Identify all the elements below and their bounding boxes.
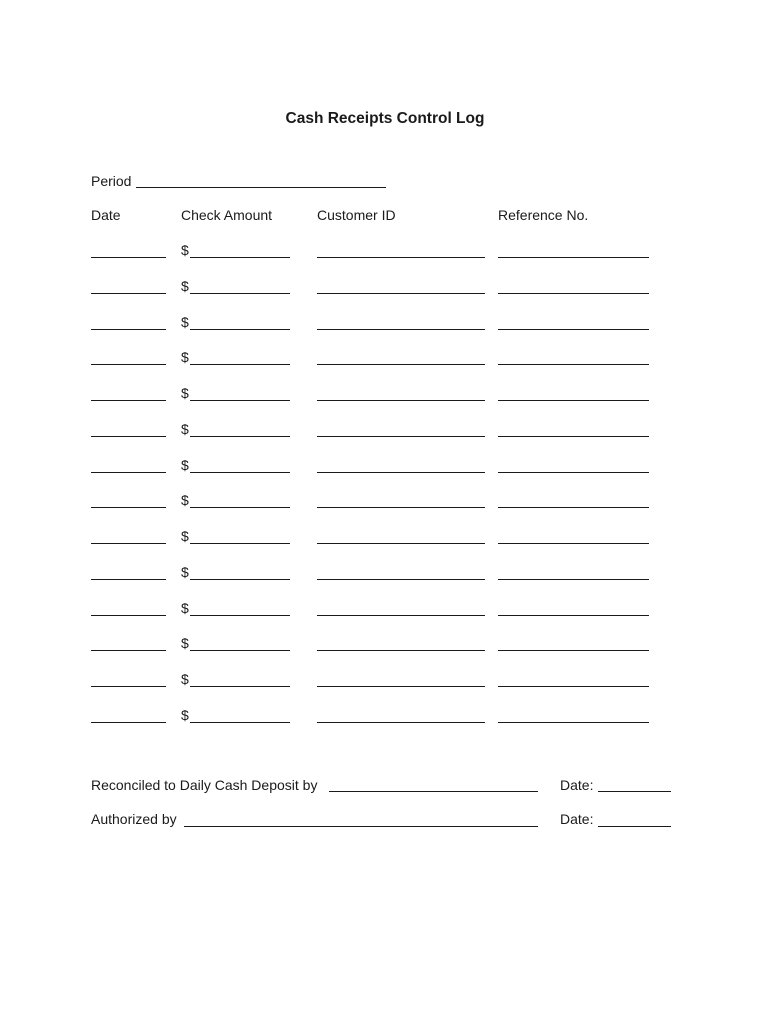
reference-no-field[interactable] (498, 543, 649, 544)
dollar-sign: $ (181, 707, 189, 723)
customer-id-field[interactable] (317, 686, 485, 687)
dollar-sign: $ (181, 457, 189, 473)
reference-no-field[interactable] (498, 400, 649, 401)
date-field[interactable] (91, 543, 166, 544)
check-amount-field[interactable] (190, 722, 290, 723)
reference-no-field[interactable] (498, 329, 649, 330)
reference-no-field[interactable] (498, 293, 649, 294)
date-field[interactable] (91, 329, 166, 330)
check-amount-field[interactable] (190, 686, 290, 687)
date-field[interactable] (91, 686, 166, 687)
check-amount-field[interactable] (190, 257, 290, 258)
dollar-sign: $ (181, 314, 189, 330)
reference-no-field[interactable] (498, 650, 649, 651)
authorized-label: Authorized by (91, 811, 177, 827)
period-field[interactable] (136, 187, 386, 188)
customer-id-field[interactable] (317, 293, 485, 294)
dollar-sign: $ (181, 385, 189, 401)
check-amount-field[interactable] (190, 650, 290, 651)
date-field[interactable] (91, 257, 166, 258)
reconciled-date-label: Date: (560, 777, 594, 793)
reference-no-field[interactable] (498, 722, 649, 723)
authorized-date-label: Date: (560, 811, 594, 827)
customer-id-field[interactable] (317, 257, 485, 258)
column-header-reference-no: Reference No. (498, 207, 589, 223)
reference-no-field[interactable] (498, 686, 649, 687)
check-amount-field[interactable] (190, 543, 290, 544)
reference-no-field[interactable] (498, 364, 649, 365)
column-header-customer-id: Customer ID (317, 207, 396, 223)
customer-id-field[interactable] (317, 329, 485, 330)
check-amount-field[interactable] (190, 400, 290, 401)
customer-id-field[interactable] (317, 507, 485, 508)
reference-no-field[interactable] (498, 615, 649, 616)
reference-no-field[interactable] (498, 579, 649, 580)
document-title: Cash Receipts Control Log (285, 110, 485, 127)
column-header-check-amount: Check Amount (181, 207, 273, 223)
dollar-sign: $ (181, 671, 189, 687)
date-field[interactable] (91, 400, 166, 401)
dollar-sign: $ (181, 528, 189, 544)
reconciled-by-field[interactable] (329, 791, 538, 792)
authorized-date-field[interactable] (598, 826, 671, 827)
dollar-sign: $ (181, 242, 189, 258)
check-amount-field[interactable] (190, 293, 290, 294)
customer-id-field[interactable] (317, 579, 485, 580)
dollar-sign: $ (181, 564, 189, 580)
date-field[interactable] (91, 364, 166, 365)
column-header-date: Date (91, 207, 121, 223)
dollar-sign: $ (181, 278, 189, 294)
customer-id-field[interactable] (317, 472, 485, 473)
period-label: Period (91, 173, 132, 189)
check-amount-field[interactable] (190, 436, 290, 437)
reference-no-field[interactable] (498, 436, 649, 437)
date-field[interactable] (91, 293, 166, 294)
customer-id-field[interactable] (317, 364, 485, 365)
authorized-by-field[interactable] (184, 826, 538, 827)
reference-no-field[interactable] (498, 472, 649, 473)
customer-id-field[interactable] (317, 722, 485, 723)
date-field[interactable] (91, 436, 166, 437)
date-field[interactable] (91, 615, 166, 616)
dollar-sign: $ (181, 635, 189, 651)
reconciled-label: Reconciled to Daily Cash Deposit by (91, 777, 318, 793)
customer-id-field[interactable] (317, 543, 485, 544)
date-field[interactable] (91, 579, 166, 580)
check-amount-field[interactable] (190, 329, 290, 330)
customer-id-field[interactable] (317, 436, 485, 437)
customer-id-field[interactable] (317, 615, 485, 616)
customer-id-field[interactable] (317, 650, 485, 651)
reference-no-field[interactable] (498, 507, 649, 508)
customer-id-field[interactable] (317, 400, 485, 401)
date-field[interactable] (91, 472, 166, 473)
reconciled-date-field[interactable] (598, 791, 671, 792)
dollar-sign: $ (181, 600, 189, 616)
check-amount-field[interactable] (190, 364, 290, 365)
dollar-sign: $ (181, 349, 189, 365)
reference-no-field[interactable] (498, 257, 649, 258)
date-field[interactable] (91, 507, 166, 508)
check-amount-field[interactable] (190, 472, 290, 473)
dollar-sign: $ (181, 492, 189, 508)
date-field[interactable] (91, 650, 166, 651)
check-amount-field[interactable] (190, 507, 290, 508)
date-field[interactable] (91, 722, 166, 723)
dollar-sign: $ (181, 421, 189, 437)
check-amount-field[interactable] (190, 615, 290, 616)
check-amount-field[interactable] (190, 579, 290, 580)
